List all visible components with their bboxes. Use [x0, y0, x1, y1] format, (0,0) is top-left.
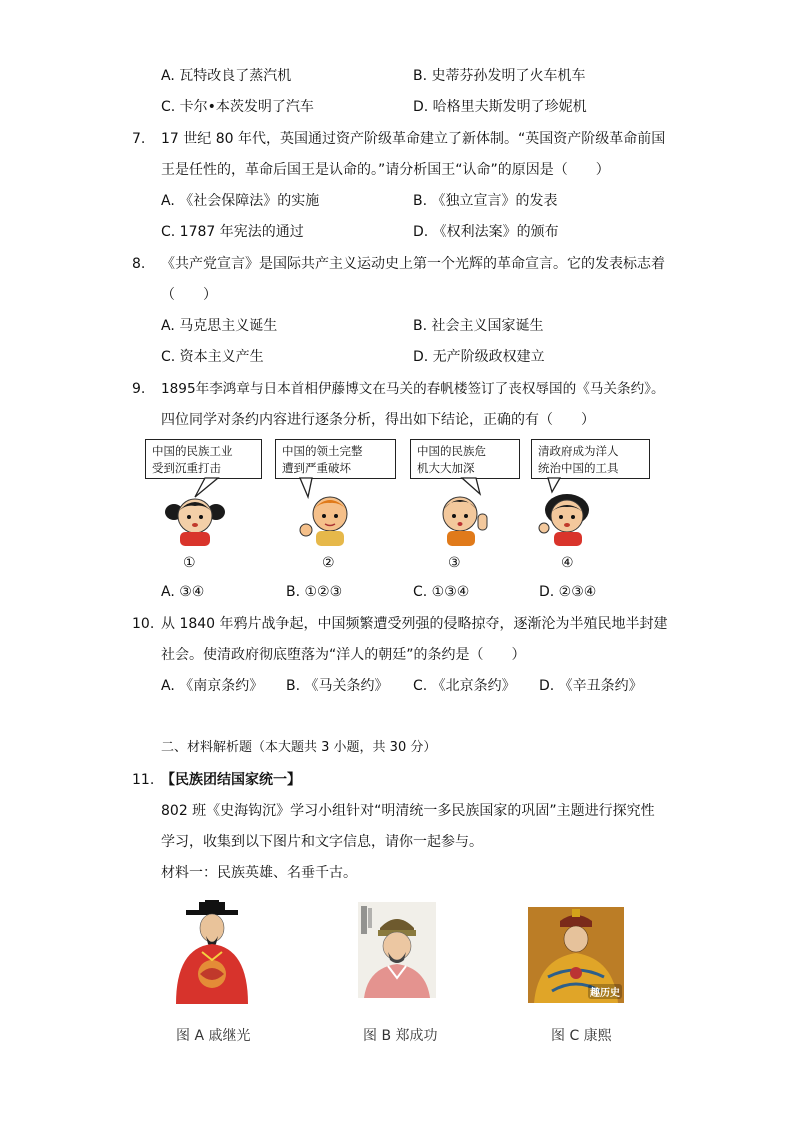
bubble-3-line2: 机大大加深: [417, 461, 475, 475]
q10-option-b: B. 《马关条约》: [286, 678, 389, 694]
q9-option-d: D. ②③④: [539, 584, 597, 600]
q11-material-1: 材料一：民族英雄、名垂千古。: [161, 865, 357, 881]
q10-option-c: C. 《北京条约》: [413, 678, 516, 694]
bubble-4-line1: 清政府成为洋人: [538, 444, 619, 458]
q6-option-d: D. 哈格里夫斯发明了珍妮机: [413, 99, 587, 115]
bubble-4-line2: 统治中国的工具: [538, 461, 619, 475]
q10-option-d: D. 《辛丑条约》: [539, 678, 643, 694]
section-heading: 二、材料解析题（本大题共 3 小题，共 30 分）: [161, 740, 437, 755]
q7-stem-line2: 王是任性的，革命后国王是认命的。”请分析国王“认命”的原因是（ ）: [161, 162, 610, 178]
q11-stem-line2: 学习，收集到以下图片和文字信息，请你一起参与。: [161, 834, 483, 850]
cartoon-girl-1: [160, 490, 230, 548]
cartoon-boy-2: [296, 490, 356, 548]
q9-label-3: ③: [448, 555, 461, 571]
q6-option-c: C. 卡尔•本茨发明了汽车: [161, 99, 314, 115]
q7-number: 7.: [132, 131, 146, 147]
q9-option-b: B. ①②③: [286, 584, 343, 600]
bubble-1-line1: 中国的民族工业: [152, 444, 233, 458]
q9-label-2: ②: [322, 555, 335, 571]
watermark: 趣历史: [588, 984, 622, 999]
q8-option-a: A. 马克思主义诞生: [161, 318, 278, 334]
q7-option-a: A. 《社会保障法》的实施: [161, 193, 320, 209]
q10-stem-line2: 社会。使清政府彻底堕落为“洋人的朝廷”的条约是（ ）: [161, 647, 526, 663]
q8-stem-line2: （ ）: [161, 287, 217, 303]
bubble-1-line2: 受到沉重打击: [152, 461, 221, 475]
q9-option-a: A. ③④: [161, 584, 205, 600]
bubble-2-line2: 遭到严重破坏: [282, 461, 351, 475]
q9-stem-line2: 四位同学对条约内容进行逐条分析，得出如下结论，正确的有（ ）: [161, 412, 595, 428]
q11-number: 11.: [132, 772, 155, 788]
q6-option-b: B. 史蒂芬孙发明了火车机车: [413, 68, 586, 84]
q9-label-1: ①: [183, 555, 196, 571]
q8-option-c: C. 资本主义产生: [161, 349, 264, 365]
q7-option-b: B. 《独立宣言》的发表: [413, 193, 558, 209]
cartoon-boy-3: [432, 488, 494, 548]
q11-stem-line1: 802 班《史海钩沉》学习小组针对“明清统一多民族国家的巩固”主题进行探究性: [161, 803, 655, 819]
caption-b: 图 B 郑成功: [363, 1028, 438, 1044]
q9-label-4: ④: [561, 555, 574, 571]
portrait-kangxi: [528, 907, 624, 1003]
caption-a: 图 A 戚继光: [176, 1028, 251, 1044]
q10-number: 10.: [132, 616, 155, 632]
q7-stem-line1: 17 世纪 80 年代，英国通过资产阶级革命建立了新体制。“英国资产阶级革命前国: [161, 131, 666, 147]
q8-stem-line1: 《共产党宣言》是国际共产主义运动史上第一个光辉的革命宣言。它的发表标志着: [161, 256, 665, 272]
portrait-zheng-chenggong: [358, 902, 436, 998]
q10-option-a: A. 《南京条约》: [161, 678, 264, 694]
q9-stem-line1: 1895年李鸿章与日本首相伊藤博文在马关的春帆楼签订了丧权辱国的《马关条约》。: [161, 381, 665, 397]
q9-number: 9.: [132, 381, 146, 397]
q7-option-d: D. 《权利法案》的颁布: [413, 224, 559, 240]
q8-option-d: D. 无产阶级政权建立: [413, 349, 545, 365]
bubble-2-line1: 中国的领土完整: [282, 444, 363, 458]
q10-stem-line1: 从 1840 年鸦片战争起，中国频繁遭受列强的侵略掠夺，逐渐沦为半殖民地半封建: [161, 616, 668, 632]
portrait-qi-jiguang: [172, 900, 252, 1004]
bubble-tails: [0, 0, 794, 520]
bubble-3-line1: 中国的民族危: [417, 444, 486, 458]
caption-c: 图 C 康熙: [551, 1028, 612, 1044]
q8-option-b: B. 社会主义国家诞生: [413, 318, 544, 334]
q11-title: 【民族团结国家统一】: [161, 772, 301, 788]
q9-option-c: C. ①③④: [413, 584, 470, 600]
q7-option-c: C. 1787 年宪法的通过: [161, 224, 304, 240]
q6-option-a: A. 瓦特改良了蒸汽机: [161, 68, 292, 84]
q8-number: 8.: [132, 256, 146, 272]
cartoon-girl-4: [536, 488, 602, 548]
